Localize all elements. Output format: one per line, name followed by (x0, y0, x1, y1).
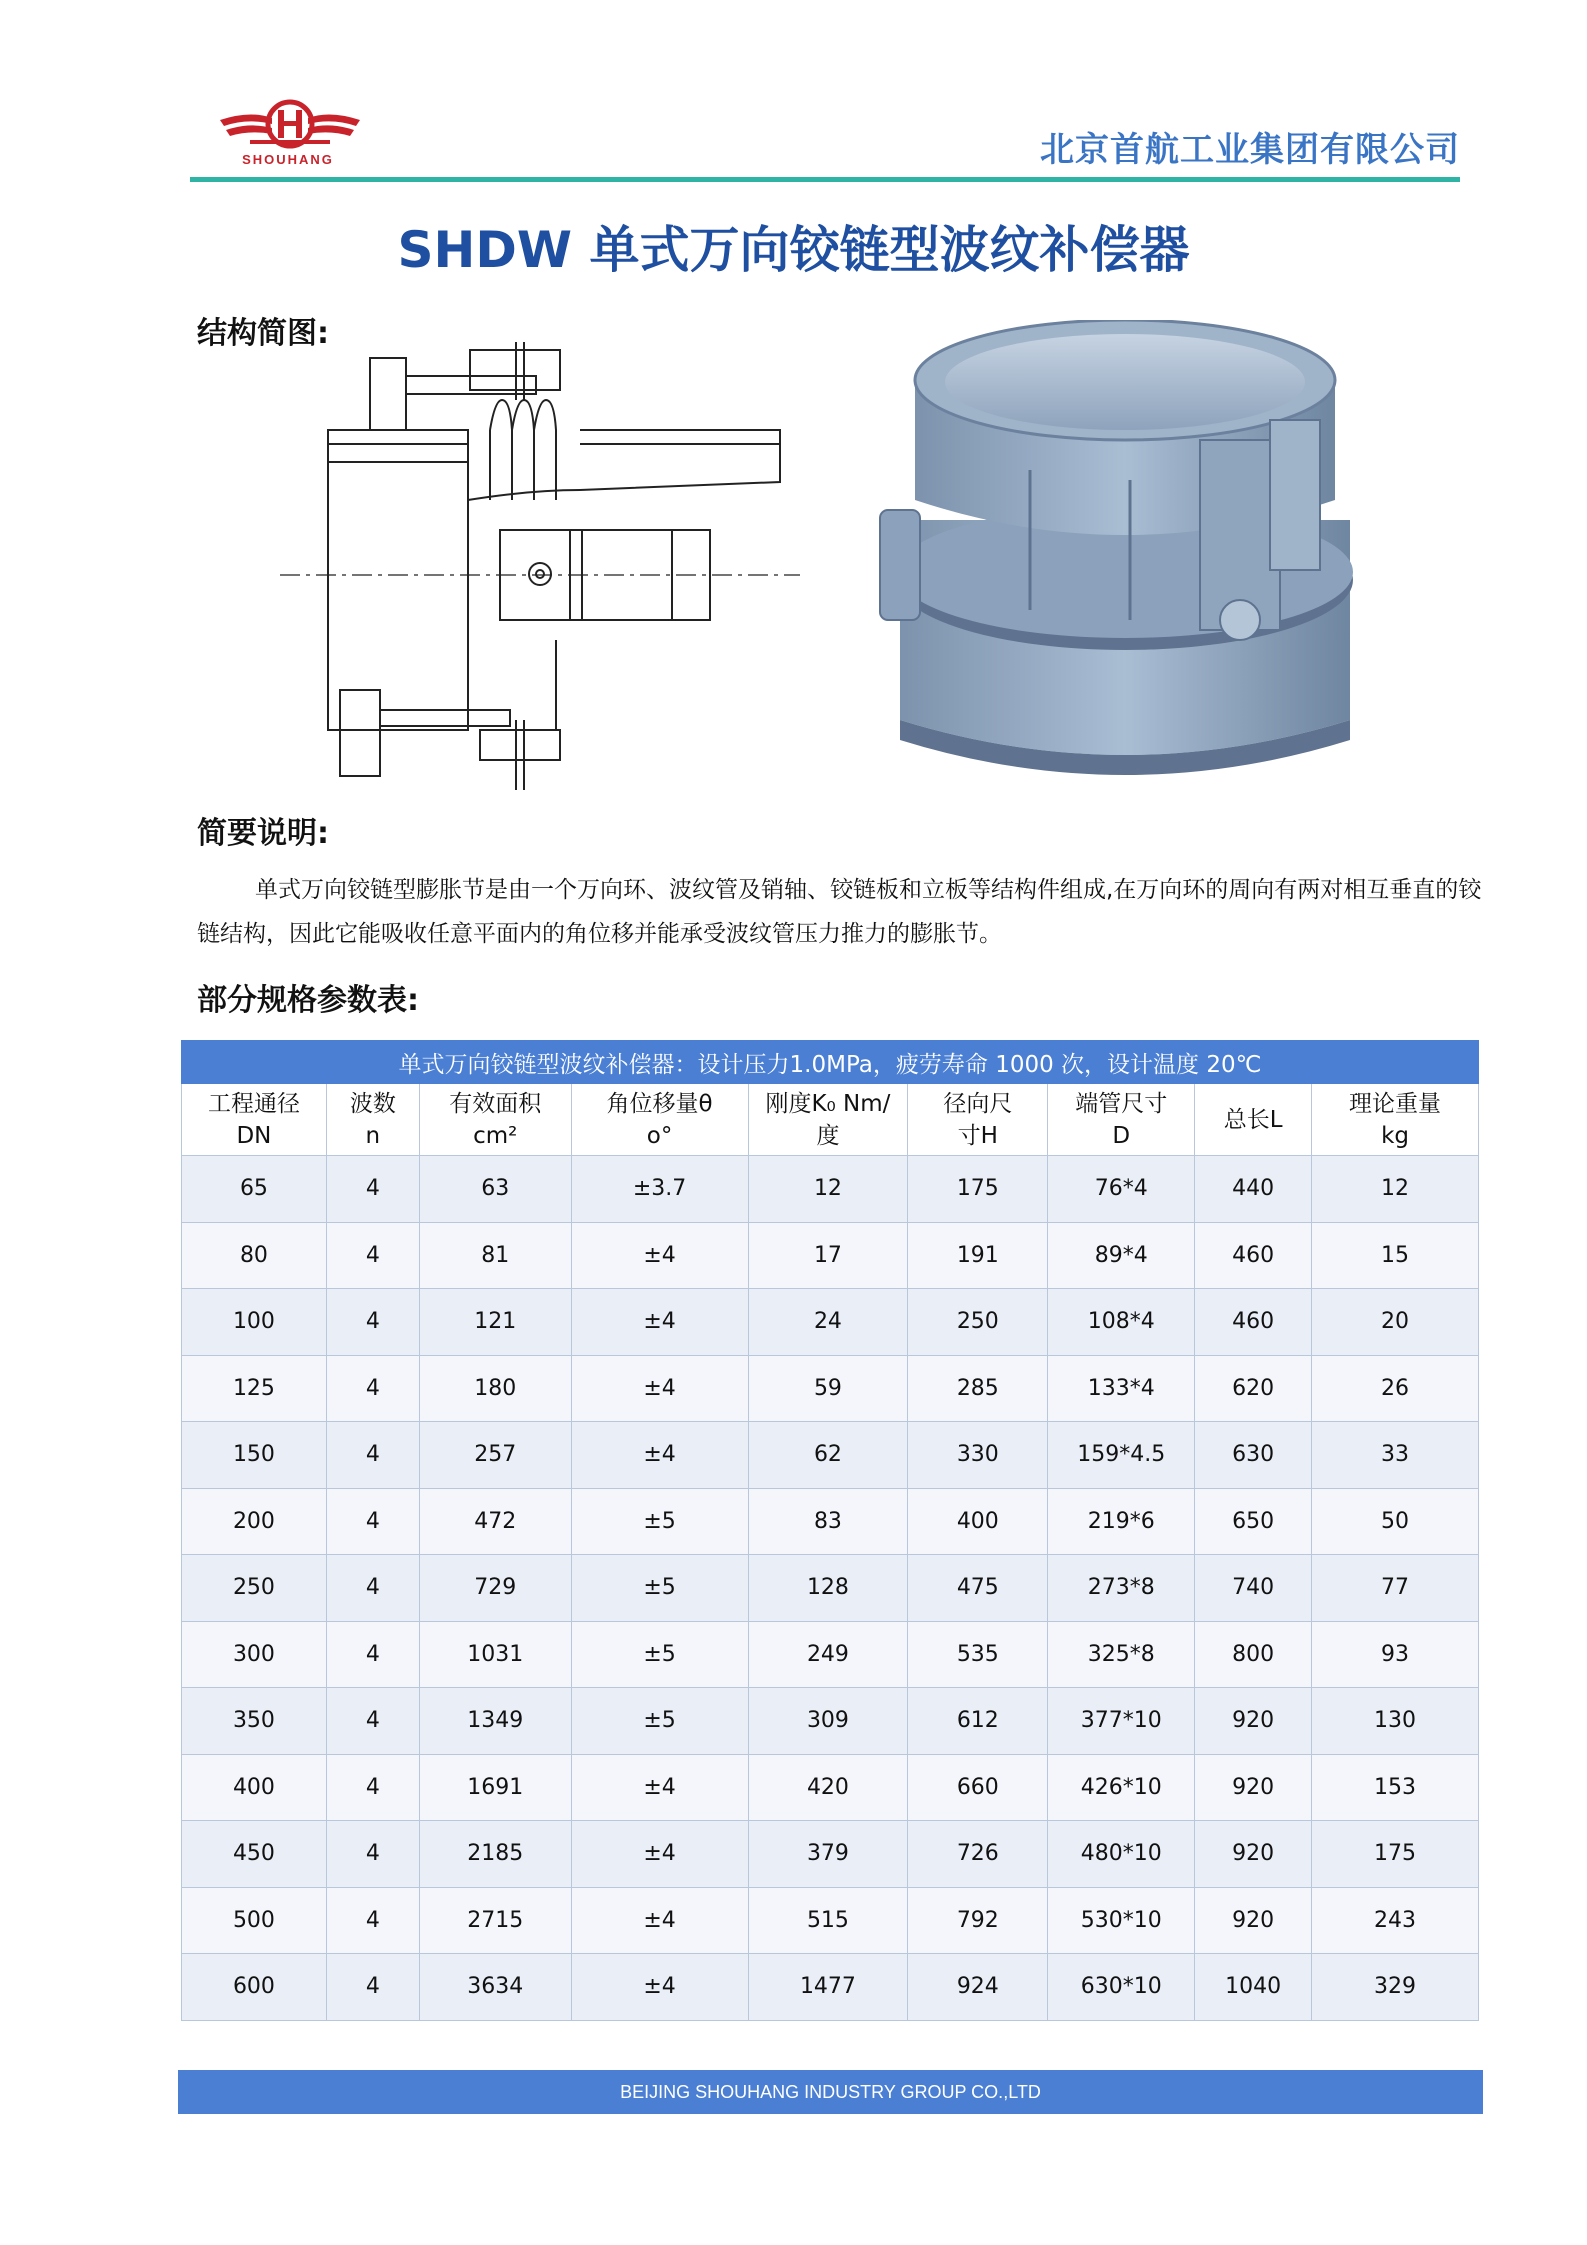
logo-wordmark: SHOUHANG (242, 152, 334, 167)
column-header-line2: DN (236, 1122, 272, 1149)
table-cell: 325*8 (1048, 1621, 1195, 1688)
table-cell: 329 (1312, 1954, 1479, 2021)
specs-table (181, 1040, 1479, 2021)
table-cell: 460 (1195, 1289, 1312, 1356)
column-header (1195, 1084, 1312, 1156)
table-cell: 15 (1312, 1222, 1479, 1289)
table-cell: 920 (1195, 1688, 1312, 1755)
column-header-line1: 径向尺 (943, 1090, 1013, 1117)
table-cell: 257 (419, 1422, 571, 1489)
table-cell: 426*10 (1048, 1754, 1195, 1821)
table-caption: 单式万向铰链型波纹补偿器：设计压力1.0MPa，疲劳寿命 1000 次，设计温度 20℃ (182, 1041, 1479, 1084)
table-row (182, 1289, 1479, 1356)
table-cell: 130 (1312, 1688, 1479, 1755)
description-paragraph: 单式万向铰链型膨胀节是由一个万向环、波纹管及销轴、铰链板和立板等结构件组成,在万向环的周向有两对相互垂直的铰链结构，因此它能吸收任意平面内的角位移并能承受波纹管压力推力的膨胀节。 (197, 877, 1482, 947)
table-cell: 81 (419, 1222, 571, 1289)
table-cell: 530*10 (1048, 1887, 1195, 1954)
table-cell: 309 (748, 1688, 908, 1755)
table-cell: 4 (326, 1821, 419, 1888)
table-cell: ±3.7 (571, 1156, 748, 1223)
table-cell: 219*6 (1048, 1488, 1195, 1555)
table-cell: ±4 (571, 1887, 748, 1954)
table-cell: 500 (182, 1887, 327, 1954)
table-cell: 729 (419, 1555, 571, 1622)
structure-drawing (280, 340, 800, 800)
table-cell: 4 (326, 1555, 419, 1622)
table-cell: 4 (326, 1488, 419, 1555)
table-cell: 191 (908, 1222, 1048, 1289)
table-cell: 24 (748, 1289, 908, 1356)
table-cell: 920 (1195, 1754, 1312, 1821)
table-cell: 620 (1195, 1355, 1312, 1422)
table-cell: 12 (748, 1156, 908, 1223)
table-cell: 100 (182, 1289, 327, 1356)
column-header (182, 1084, 327, 1156)
column-header (1048, 1084, 1195, 1156)
table-cell: ±5 (571, 1621, 748, 1688)
table-cell: 62 (748, 1422, 908, 1489)
table-cell: 17 (748, 1222, 908, 1289)
table-row (182, 1355, 1479, 1422)
table-cell: 377*10 (1048, 1688, 1195, 1755)
column-header-line2: D (1112, 1122, 1131, 1149)
column-header (326, 1084, 419, 1156)
table-cell: ±4 (571, 1954, 748, 2021)
column-header (419, 1084, 571, 1156)
column-header-line1: 角位移量θ (606, 1090, 713, 1117)
table-cell: 4 (326, 1222, 419, 1289)
table-cell: 4 (326, 1289, 419, 1356)
table-cell: 63 (419, 1156, 571, 1223)
table-cell: ±4 (571, 1289, 748, 1356)
column-header-line2: 度 (816, 1122, 840, 1149)
table-cell: 379 (748, 1821, 908, 1888)
table-cell: 400 (908, 1488, 1048, 1555)
table-cell: 1040 (1195, 1954, 1312, 2021)
table-cell: 4 (326, 1887, 419, 1954)
table-cell: 726 (908, 1821, 1048, 1888)
column-header-line1: 刚度K₀ Nm/ (765, 1090, 891, 1117)
table-cell: 472 (419, 1488, 571, 1555)
table-row (182, 1688, 1479, 1755)
table-cell: 450 (182, 1821, 327, 1888)
table-cell: 1477 (748, 1954, 908, 2021)
table-cell: 83 (748, 1488, 908, 1555)
table-cell: 535 (908, 1621, 1048, 1688)
table-cell: 76*4 (1048, 1156, 1195, 1223)
table-cell: 440 (1195, 1156, 1312, 1223)
table-cell: 125 (182, 1355, 327, 1422)
column-header-line1: 端管尺寸 (1075, 1090, 1168, 1117)
table-row (182, 1887, 1479, 1954)
table-row (182, 1821, 1479, 1888)
table-cell: 4 (326, 1754, 419, 1821)
column-header-line1: 有效面积 (449, 1090, 542, 1117)
table-cell: 920 (1195, 1821, 1312, 1888)
table-cell: 180 (419, 1355, 571, 1422)
table-caption-row (182, 1041, 1479, 1084)
table-cell: 1031 (419, 1621, 571, 1688)
table-row (182, 1621, 1479, 1688)
table-cell: 121 (419, 1289, 571, 1356)
table-cell: 26 (1312, 1355, 1479, 1422)
table-cell: 133*4 (1048, 1355, 1195, 1422)
product-photo (870, 320, 1380, 820)
column-header-line2: n (365, 1122, 381, 1149)
table-cell: 12 (1312, 1156, 1479, 1223)
table-cell: 2185 (419, 1821, 571, 1888)
table-cell: 630*10 (1048, 1954, 1195, 2021)
table-cell: 2715 (419, 1887, 571, 1954)
section-structure-heading: 结构简图: (197, 316, 329, 351)
column-header-line1: 波数 (349, 1090, 396, 1117)
table-cell: ±4 (571, 1754, 748, 1821)
column-header-line1: 工程通径 (207, 1090, 300, 1117)
table-cell: 175 (1312, 1821, 1479, 1888)
table-cell: 249 (748, 1621, 908, 1688)
table-cell: 285 (908, 1355, 1048, 1422)
table-cell: 420 (748, 1754, 908, 1821)
table-cell: 460 (1195, 1222, 1312, 1289)
table-cell: ±5 (571, 1688, 748, 1755)
table-cell: 300 (182, 1621, 327, 1688)
table-cell: 175 (908, 1156, 1048, 1223)
table-row (182, 1954, 1479, 2021)
table-cell: 200 (182, 1488, 327, 1555)
table-cell: ±4 (571, 1422, 748, 1489)
table-row (182, 1422, 1479, 1489)
table-cell: 93 (1312, 1621, 1479, 1688)
column-header (908, 1084, 1048, 1156)
table-cell: ±4 (571, 1355, 748, 1422)
table-row (182, 1754, 1479, 1821)
column-header-line2: kg (1381, 1122, 1409, 1149)
column-header (571, 1084, 748, 1156)
table-cell: 108*4 (1048, 1289, 1195, 1356)
table-cell: 50 (1312, 1488, 1479, 1555)
table-cell: ±5 (571, 1555, 748, 1622)
table-cell: 612 (908, 1688, 1048, 1755)
table-cell: 660 (908, 1754, 1048, 1821)
table-cell: 273*8 (1048, 1555, 1195, 1622)
table-cell: 920 (1195, 1887, 1312, 1954)
table-body (182, 1156, 1479, 2021)
table-cell: 924 (908, 1954, 1048, 2021)
table-cell: 475 (908, 1555, 1048, 1622)
table-cell: 792 (908, 1887, 1048, 1954)
table-cell: 80 (182, 1222, 327, 1289)
table-cell: 250 (908, 1289, 1048, 1356)
table-cell: 4 (326, 1688, 419, 1755)
column-header-line2: 寸H (957, 1122, 998, 1149)
section-specs-heading: 部分规格参数表: (197, 983, 419, 1018)
table-cell: 159*4.5 (1048, 1422, 1195, 1489)
table-cell: 4 (326, 1156, 419, 1223)
section-description-heading: 简要说明: (197, 816, 329, 851)
table-cell: 153 (1312, 1754, 1479, 1821)
table-cell: 350 (182, 1688, 327, 1755)
table-row (182, 1156, 1479, 1223)
table-cell: 1349 (419, 1688, 571, 1755)
table-cell: 650 (1195, 1488, 1312, 1555)
header-divider (190, 177, 1460, 182)
table-cell: ±5 (571, 1488, 748, 1555)
table-cell: 515 (748, 1887, 908, 1954)
table-header-row (182, 1084, 1479, 1156)
table-cell: 243 (1312, 1887, 1479, 1954)
table-cell: 59 (748, 1355, 908, 1422)
table-cell: 400 (182, 1754, 327, 1821)
table-cell: 4 (326, 1621, 419, 1688)
table-cell: ±4 (571, 1222, 748, 1289)
table-cell: 480*10 (1048, 1821, 1195, 1888)
table-cell: 33 (1312, 1422, 1479, 1489)
table-cell: 4 (326, 1422, 419, 1489)
table-cell: 630 (1195, 1422, 1312, 1489)
column-header-line2: cm² (473, 1122, 518, 1149)
column-header-line1: 理论重量 (1349, 1090, 1442, 1117)
table-row (182, 1222, 1479, 1289)
table-cell: 1691 (419, 1754, 571, 1821)
column-header (1312, 1084, 1479, 1156)
table-cell: 89*4 (1048, 1222, 1195, 1289)
table-cell: 65 (182, 1156, 327, 1223)
column-header-line1: 总长L (1223, 1106, 1283, 1133)
table-cell: 740 (1195, 1555, 1312, 1622)
column-header-line2: o° (646, 1122, 673, 1149)
table-cell: 250 (182, 1555, 327, 1622)
table-row (182, 1488, 1479, 1555)
company-name: 北京首航工业集团有限公司 (1040, 130, 1460, 170)
table-cell: 3634 (419, 1954, 571, 2021)
page-footer: BEIJING SHOUHANG INDUSTRY GROUP CO.,LTD (178, 2070, 1483, 2114)
column-header (748, 1084, 908, 1156)
table-cell: 4 (326, 1355, 419, 1422)
table-cell: 77 (1312, 1555, 1479, 1622)
table-row (182, 1555, 1479, 1622)
page-title: SHDW 单式万向铰链型波纹补偿器 (397, 221, 1190, 279)
table-cell: 600 (182, 1954, 327, 2021)
table-cell: 20 (1312, 1289, 1479, 1356)
table-cell: 4 (326, 1954, 419, 2021)
table-cell: 330 (908, 1422, 1048, 1489)
page-header (190, 92, 1460, 184)
table-cell: 800 (1195, 1621, 1312, 1688)
table-cell: 150 (182, 1422, 327, 1489)
table-cell: ±4 (571, 1821, 748, 1888)
table-cell: 128 (748, 1555, 908, 1622)
